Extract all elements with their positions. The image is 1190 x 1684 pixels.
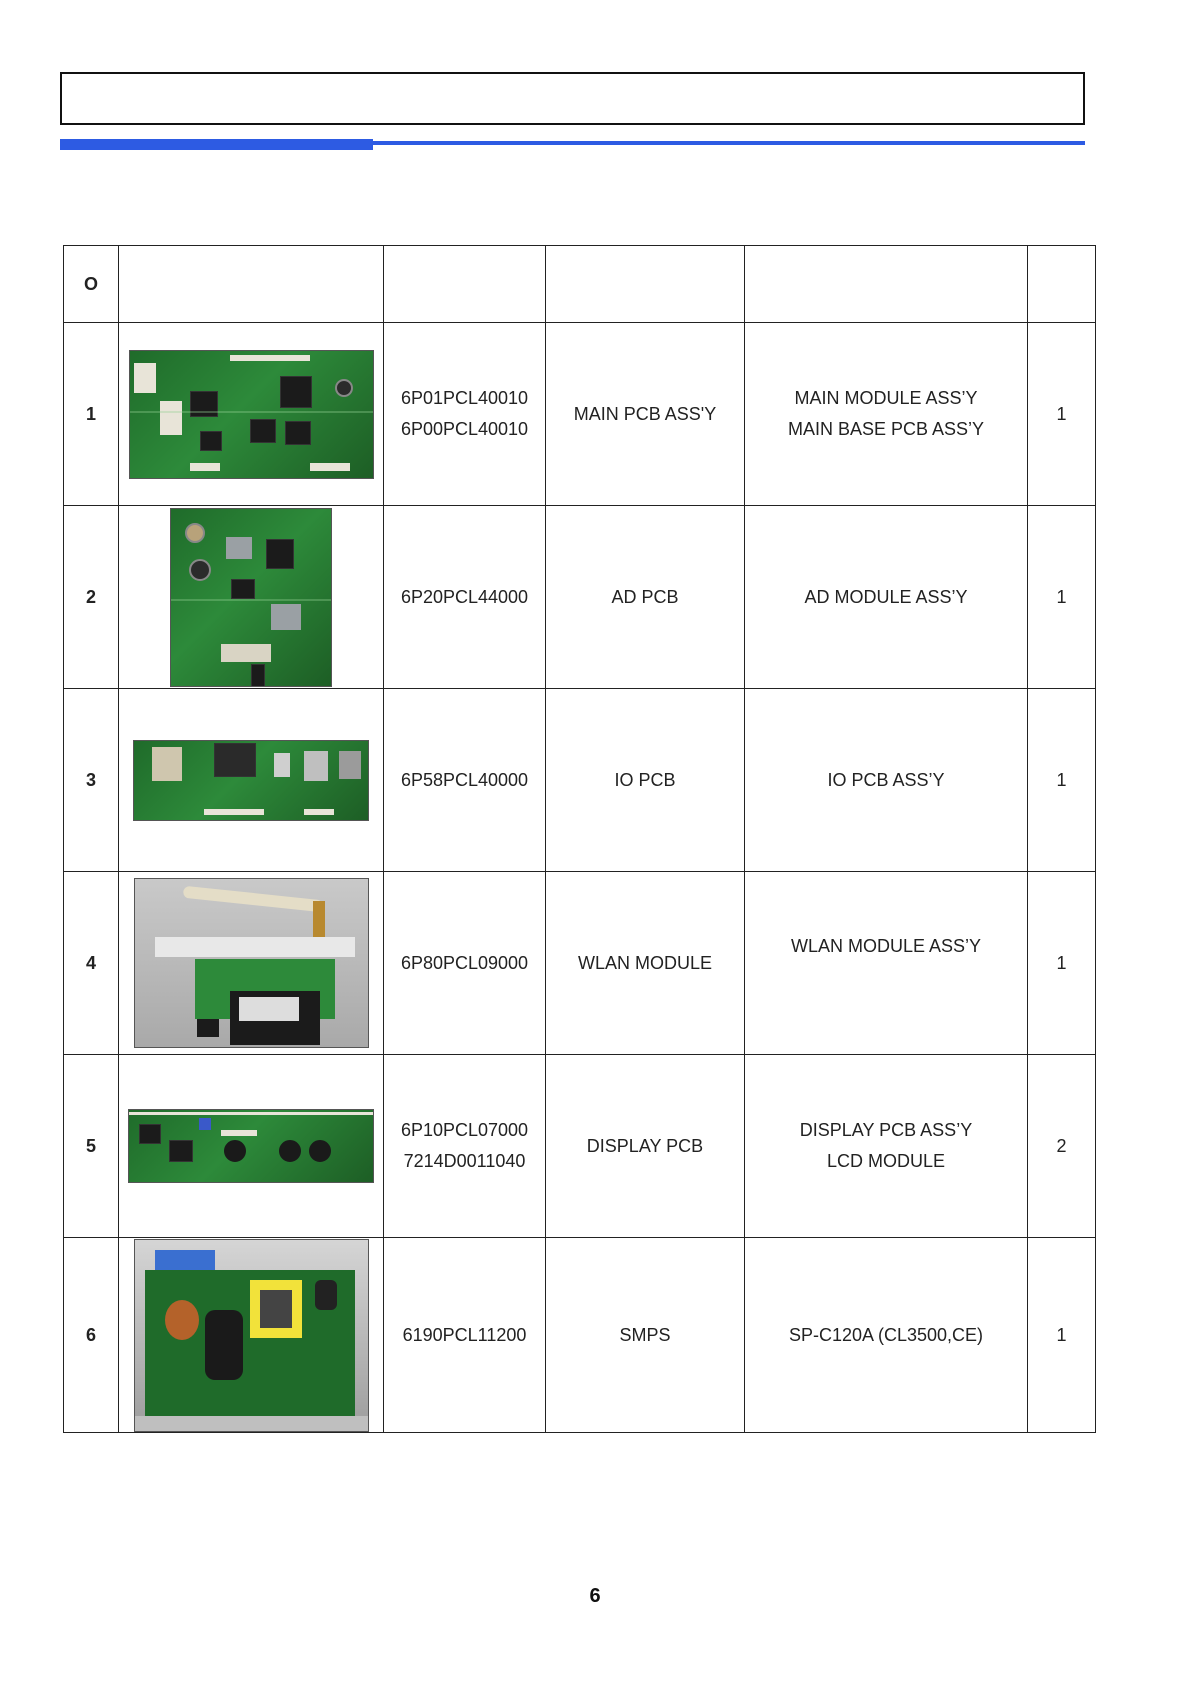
image-cell — [119, 872, 384, 1055]
part-number: 7214D0011040 — [403, 1151, 526, 1171]
image-cell — [119, 323, 384, 506]
display-pcb-photo — [128, 1109, 374, 1183]
header-part-name-cell — [546, 246, 745, 323]
header-rule-thick — [60, 139, 373, 150]
description-line: LCD MODULE — [826, 1151, 946, 1171]
header-rule-thin — [373, 141, 1085, 145]
quantity-cell: 2 — [1028, 1055, 1096, 1238]
quantity-cell: 1 — [1028, 1238, 1096, 1433]
image-cell — [119, 1055, 384, 1238]
header-no-cell: O — [64, 246, 119, 323]
description-cell: AD MODULE ASS’Y — [745, 506, 1028, 689]
table-row — [64, 323, 1096, 506]
description-cell: IO PCB ASS’Y — [745, 689, 1028, 872]
row-number: 5 — [64, 1055, 119, 1238]
part-name-cell: SMPS — [546, 1238, 745, 1433]
description-line: MAIN BASE PCB ASS’Y — [787, 419, 985, 439]
part-number: 6P10PCL07000 — [400, 1120, 529, 1140]
part-number-cell — [384, 323, 546, 506]
row-number: 2 — [64, 506, 119, 689]
image-cell — [119, 689, 384, 872]
description-cell — [745, 1055, 1028, 1238]
description-cell — [745, 872, 1028, 1055]
part-number-cell: 6P20PCL44000 — [384, 506, 546, 689]
header-description-cell — [745, 246, 1028, 323]
part-number: 6P01PCL40010 — [400, 388, 529, 408]
part-number: 6P00PCL40010 — [400, 419, 529, 439]
part-number-cell: 6P58PCL40000 — [384, 689, 546, 872]
row-number: 1 — [64, 323, 119, 506]
smps-photo — [134, 1239, 369, 1432]
part-name-cell: AD PCB — [546, 506, 745, 689]
part-number-cell: 6190PCL11200 — [384, 1238, 546, 1433]
quantity-cell: 1 — [1028, 506, 1096, 689]
image-cell — [119, 1238, 384, 1433]
part-name-cell: MAIN PCB ASS'Y — [546, 323, 745, 506]
description-cell: SP-C120A (CL3500,CE) — [745, 1238, 1028, 1433]
description-line: MAIN MODULE ASS’Y — [794, 388, 978, 408]
row-number: 4 — [64, 872, 119, 1055]
header-part-no-cell — [384, 246, 546, 323]
part-name-cell: DISPLAY PCB — [546, 1055, 745, 1238]
header-image-cell — [119, 246, 384, 323]
quantity-cell: 1 — [1028, 872, 1096, 1055]
table-header-row — [64, 246, 1096, 323]
row-number: 6 — [64, 1238, 119, 1433]
description-line: WLAN MODULE ASS’Y — [790, 936, 982, 956]
part-number-cell — [384, 1055, 546, 1238]
table-row — [64, 689, 1096, 872]
table-row — [64, 1238, 1096, 1433]
image-cell — [119, 506, 384, 689]
header-box — [60, 72, 1085, 125]
part-name-cell: WLAN MODULE — [546, 872, 745, 1055]
quantity-cell: 1 — [1028, 689, 1096, 872]
row-number: 3 — [64, 689, 119, 872]
table-row — [64, 1055, 1096, 1238]
description-cell — [745, 323, 1028, 506]
description-line: DISPLAY PCB ASS’Y — [799, 1120, 973, 1140]
table-row — [64, 506, 1096, 689]
wlan-module-photo — [134, 878, 369, 1048]
table-row — [64, 872, 1096, 1055]
page-number: 6 — [589, 1585, 601, 1607]
io-pcb-photo — [133, 740, 369, 821]
quantity-cell: 1 — [1028, 323, 1096, 506]
parts-table — [63, 245, 1096, 1433]
part-number-cell: 6P80PCL09000 — [384, 872, 546, 1055]
main-pcb-photo — [129, 350, 374, 479]
part-name-cell: IO PCB — [546, 689, 745, 872]
header-qty-cell — [1028, 246, 1096, 323]
ad-pcb-photo — [170, 508, 332, 687]
